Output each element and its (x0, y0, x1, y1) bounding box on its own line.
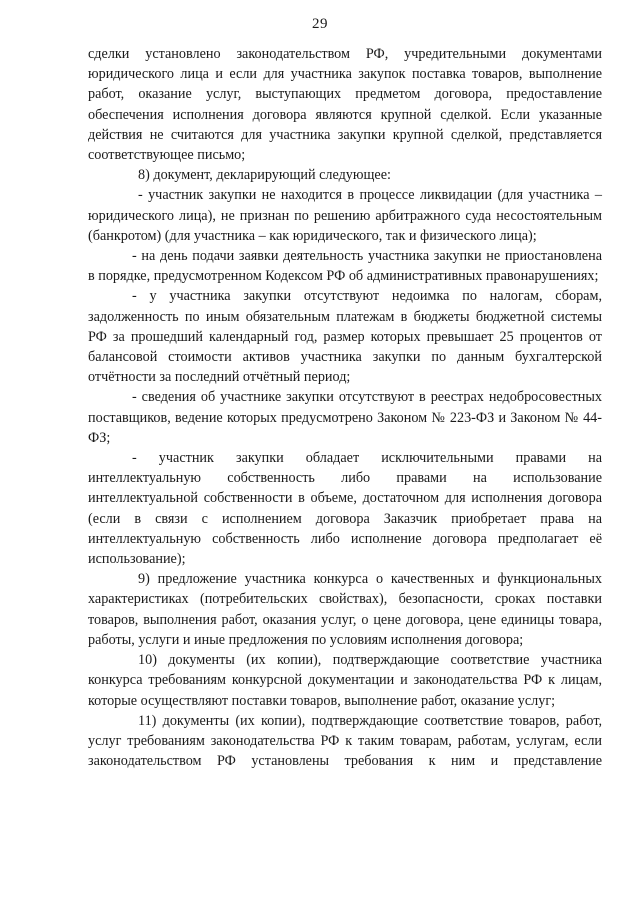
paragraph-activity-suspension: - на день подачи заявки деятельность участника закупки не приостановлена в порядке, предусмотренном Кодексом РФ об административных правонарушениях; (88, 248, 602, 285)
paragraph-intellectual-property: - участник закупки обладает исключительными правами на интеллектуальную собственность либо правами на использование интеллектуальной собственности в объеме, достаточном для исполнения договора (если в связи с исполнением договора Заказчик приобретает права на интеллектуальную собственность либо исполнение договора предполагает её использование); (88, 450, 602, 568)
paragraph-item-10: 10) документы (их копии), подтверждающие соответствие участника конкурса требованиям конкурсной документации и законодательства РФ к лицам, которые осуществляют поставки товаров, выполнение работ, оказание услуг; (88, 652, 602, 709)
paragraph-tax-arrears: - у участника закупки отсутствуют недоимка по налогам, сборам, задолженность по иным обязательным платежам в бюджеты бюджетной системы РФ за прошедший календарный год, размер которых превышает 25 процентов от балансовой стоимости активов участника закупки по данным бухгалтерской отчётности за последний отчётный период; (88, 288, 602, 386)
document-body (88, 44, 602, 771)
paragraph-item-11: 11) документы (их копии), подтверждающие соответствие товаров, работ, услуг требованиям законодательства РФ к таким товарам, работам, услугам, если законодательством РФ установлены требования к ним и представление (88, 712, 602, 770)
paragraph-liquidation: - участник закупки не находится в процессе ликвидации (для участника – юридического лица), не признан по решению арбитражного суда несостоятельным (банкротом) (для участника – как юридического, так и физического лица); (88, 187, 602, 244)
paragraph-item-9: 9) предложение участника конкурса о качественных и функциональных характеристиках (потребительских свойствах), безопасности, сроках поставки товаров, выполнения работ, оказания услуг, о цене договора, цене единицы товара, работы, услуги и иные предложения по условиям исполнения договора; (88, 571, 602, 648)
paragraph-continuation: сделки установлено законодательством РФ, учредительными документами юридического лица и если для участника закупок поставка товаров, выполнение работ, оказание услуг, выступающих предметом договора, предоставление обеспечения исполнения договора являются крупной сделкой. Если указанные действия не считаются для участника закупки крупной сделкой, представляется соответствующее письмо; (88, 46, 602, 164)
paragraph-unfair-suppliers: - сведения об участнике закупки отсутствуют в реестрах недобросовестных поставщиков, ведение которых предусмотрено Законом № 223-ФЗ и Законом № 44-ФЗ; (88, 389, 602, 446)
page-number: 29 (312, 16, 328, 32)
paragraph-item-8: 8) документ, декларирующий следующее: (138, 167, 391, 184)
